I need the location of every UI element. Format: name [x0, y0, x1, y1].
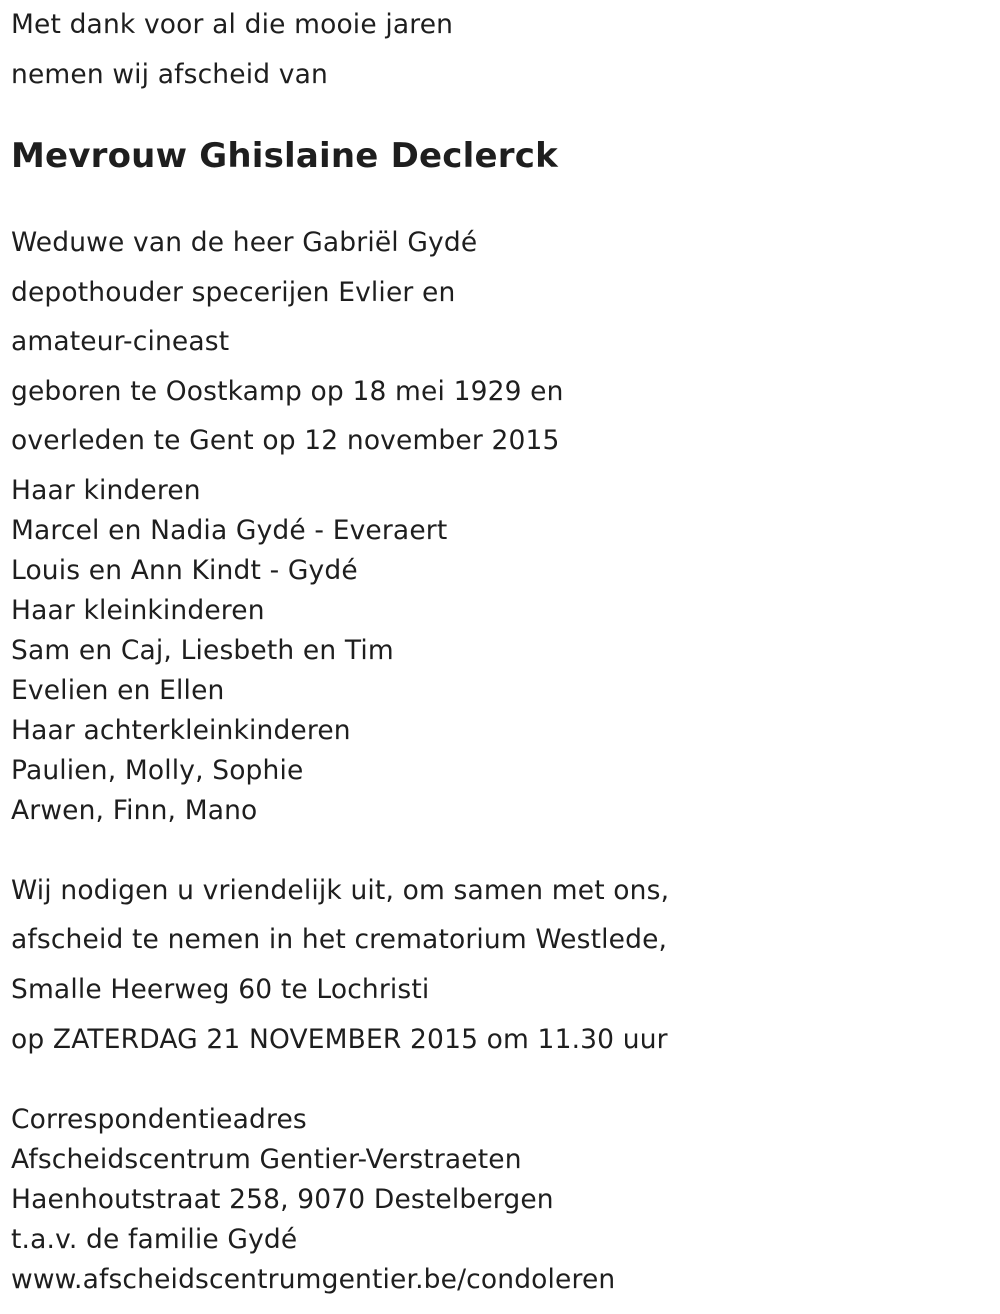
detail-line: overleden te Gent op 12 november 2015: [11, 425, 560, 456]
intro-line: nemen wij afscheid van: [11, 59, 328, 90]
detail-line: depothouder specerijen Evlier en: [11, 277, 456, 308]
family-line: Paulien, Molly, Sophie: [11, 755, 304, 786]
condolence-link[interactable]: www.afscheidscentrumgentier.be/condoleren: [11, 1264, 616, 1295]
invitation-line: Wij nodigen u vriendelijk uit, om samen met ons,: [11, 875, 670, 906]
family-line: Sam en Caj, Liesbeth en Tim: [11, 635, 394, 666]
detail-line: geboren te Oostkamp op 18 mei 1929 en: [11, 376, 564, 407]
intro-line: Met dank voor al die mooie jaren: [11, 9, 454, 40]
family-line: Haar kinderen: [11, 475, 201, 506]
invitation-line: Smalle Heerweg 60 te Lochristi: [11, 974, 430, 1005]
family-line: Louis en Ann Kindt - Gydé: [11, 555, 358, 586]
family-line: Arwen, Finn, Mano: [11, 795, 258, 826]
correspondence-line: Haenhoutstraat 258, 9070 Destelbergen: [11, 1184, 554, 1215]
family-line: Haar achterkleinkinderen: [11, 715, 351, 746]
invitation-line: op ZATERDAG 21 NOVEMBER 2015 om 11.30 uur: [11, 1024, 668, 1055]
detail-line: amateur-cineast: [11, 326, 230, 357]
correspondence-line: t.a.v. de familie Gydé: [11, 1224, 298, 1255]
family-line: Evelien en Ellen: [11, 675, 225, 706]
invitation-line: afscheid te nemen in het crematorium Westlede,: [11, 924, 668, 955]
family-line: Haar kleinkinderen: [11, 595, 265, 626]
detail-line: Weduwe van de heer Gabriël Gydé: [11, 227, 478, 258]
family-line: Marcel en Nadia Gydé - Everaert: [11, 515, 448, 546]
correspondence-line: Afscheidscentrum Gentier-Verstraeten: [11, 1144, 522, 1175]
correspondence-line: Correspondentieadres: [11, 1104, 307, 1135]
deceased-name: Mevrouw Ghislaine Declerck: [11, 136, 558, 176]
